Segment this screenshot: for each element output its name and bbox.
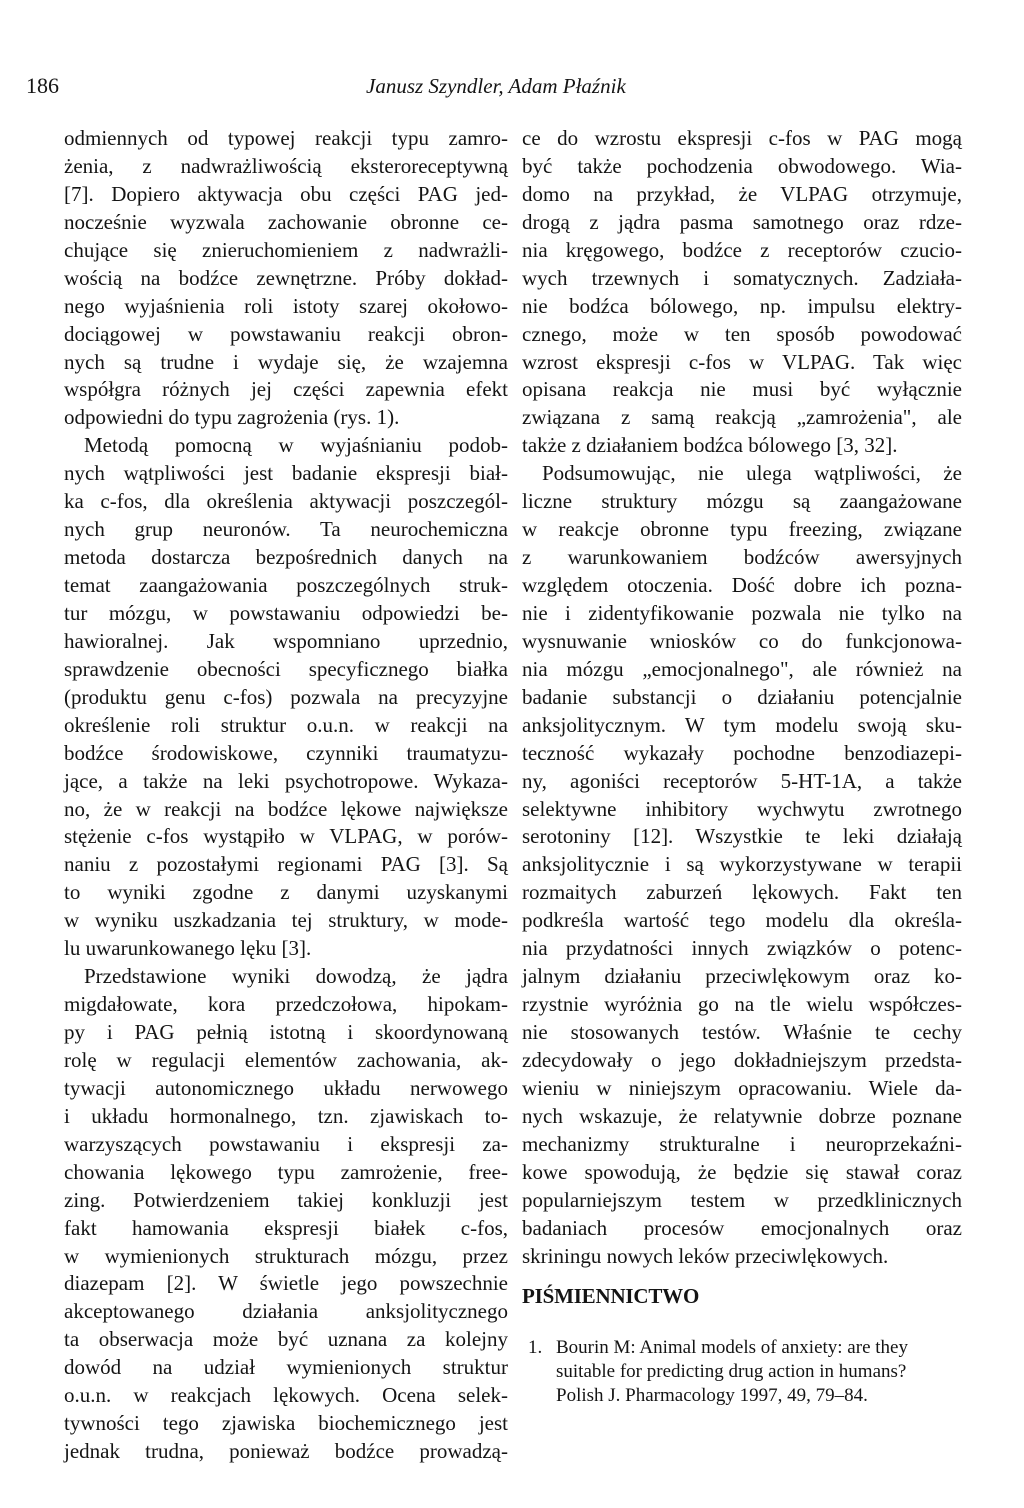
text-line: domo na przykład, że VLPAG otrzymuje, (522, 181, 962, 206)
text-line: względem otoczenia. Dość dobre ich pozna- (522, 573, 962, 597)
text-line: jednak trudna, ponieważ bodźce prowadzą- (64, 1439, 508, 1464)
text-line: odmiennych od typowej reakcji typu zamro- (64, 126, 508, 150)
text-line: ce do wzrostu ekspresji c-fos w PAG mogą (522, 126, 962, 150)
text-line: rolę w regulacji elementów zachowania, ak- (64, 1047, 508, 1072)
text-line: bodźce środowiskowe, czynniki traumatyzu- (64, 740, 508, 765)
text-line: podkreśla wartość tego modelu dla określa- (522, 908, 962, 933)
text-line: o.u.n. w reakcjach lękowych. Ocena selek- (64, 1383, 508, 1408)
text-line: to wyniki zgodne z danymi uzyskanymi (64, 880, 508, 905)
text-line: wieniu w niniejszym opracowaniu. Wiele da- (522, 1075, 962, 1100)
text-line: tywacji autonomicznego układu nerwowego (64, 1075, 508, 1100)
text-line: temat zaangażowania poszczególnych struk- (64, 573, 508, 597)
text-line: akceptowanego działania anksjolitycznego (64, 1299, 508, 1324)
text-line: ta obserwacja może być uznana za kolejny (64, 1327, 508, 1352)
text-line: rzystnie wyróżnia go na tle wielu współczes- (522, 992, 962, 1017)
text-line: z warunkowaniem bodźców awersyjnych (522, 545, 962, 570)
text-line: [7]. Dopiero aktywacja obu części PAG jed- (64, 181, 508, 206)
text-line: stężenie c-fos wystąpiło w VLPAG, w porów- (64, 824, 508, 849)
text-line: nych wątpliwości jest badanie ekspresji biał- (64, 461, 508, 486)
text-line: rozmaitych zaburzeń lękowych. Fakt ten (522, 880, 962, 905)
text-line: nie stosowanych testów. Właśnie te cechy (522, 1020, 962, 1044)
text-line: lu uwarunkowanego lęku [3]. (64, 936, 312, 961)
text-line: ka c-fos, dla określenia aktywacji poszczegól- (64, 489, 508, 514)
text-line: nych wskazuje, że relatywnie dobrze poznane (522, 1103, 962, 1128)
references-title: PIŚMIENNICTWO (522, 1284, 700, 1308)
text-line: i układu hormonalnego, tzn. zjawiskach to- (64, 1103, 508, 1128)
reference-line: Polish J. Pharmacology 1997, 49, 79–84. (556, 1385, 868, 1406)
reference-line: Bourin M: Animal models of anxiety: are they (556, 1337, 908, 1358)
text-line: określenie roli struktur o.u.n. w reakcji na (64, 712, 508, 737)
text-line: związana z samą reakcją „zamrożenia", ale (522, 405, 962, 430)
text-line: Przedstawione wyniki dowodzą, że jądra (84, 964, 508, 989)
text-line: wością na bodźce zewnętrzne. Próby dokład- (64, 265, 508, 290)
text-line: nia mózgu „emocjonalnego", ale również na (522, 656, 962, 681)
text-line: tur mózgu, w powstawaniu odpowiedzi be- (64, 600, 508, 625)
text-line: selektywne inhibitory wychwytu zwrotnego (522, 796, 962, 821)
text-line: kowe spowodują, że będzie się stawał coraz (522, 1159, 962, 1184)
text-line: wzrost ekspresji c-fos w VLPAG. Tak więc (522, 349, 962, 374)
text-line: mechanizmy strukturalne i neuroprzekaźni- (522, 1131, 962, 1156)
text-line: badanie substancji o działaniu potencjalnie (522, 684, 962, 709)
text-line: drogą z jądra pasma samotnego oraz rdze- (522, 209, 962, 234)
text-line: badaniach procesów emocjonalnych oraz (522, 1215, 962, 1240)
text-line: no, że w reakcji na bodźce lękowe największe (64, 796, 508, 821)
text-line: anksjolitycznym. W tym modelu swoją sku- (522, 712, 962, 737)
text-line: nych są trudne i wydaje się, że wzajemna (64, 349, 508, 374)
reference-number: 1. (528, 1337, 543, 1358)
text-line: w reakcje obronne typu freezing, związane (522, 517, 962, 542)
text-line: nego wyjaśnienia roli istoty szarej okołowo- (64, 293, 508, 318)
reference-item (528, 1336, 968, 1408)
text-line: teczność wykazały pochodne benzodiazepi- (522, 740, 962, 765)
page-number: 186 (26, 73, 59, 98)
text-line: serotoniny [12]. Wszystkie te leki działają (522, 824, 962, 849)
text-line: migdałowate, kora przedczołowa, hipokam- (64, 992, 508, 1017)
text-line: metoda dostarcza bezpośrednich danych na (64, 545, 508, 570)
reference-line: suitable for predicting drug action in humans? (556, 1361, 907, 1382)
text-line: jące, a także na leki psychotropowe. Wykaza- (64, 768, 508, 793)
text-line: ny, agoniści receptorów 5-HT-1A, a także (522, 768, 962, 793)
text-line: nie i zidentyfikowanie pozwala nie tylko na (522, 600, 962, 625)
text-line: w wymienionych strukturach mózgu, przez (64, 1243, 508, 1268)
text-line: (produktu genu c-fos) pozwala na precyzyjne (64, 684, 508, 709)
text-line: zdecydowały o jego dokładniejszym przedsta- (522, 1047, 962, 1072)
text-line: żenia, z nadwrażliwością eksteroreceptywną (64, 153, 508, 178)
text-line: wych trzewnych i somatycznych. Zadziała- (522, 265, 962, 290)
text-line: liczne struktury mózgu są zaangażowane (522, 489, 962, 514)
text-line: naniu z pozostałymi regionami PAG [3]. Są (64, 852, 508, 877)
text-line: hawioralnej. Jak wspomniano uprzednio, (64, 628, 508, 653)
text-line: diazepam [2]. W świetle jego powszechnie (64, 1271, 508, 1296)
text-line: wysnuwanie wniosków co do funkcjonowa- (522, 628, 962, 653)
text-line: dowód na udział wymienionych struktur (64, 1355, 508, 1380)
left-column (64, 125, 508, 1466)
text-line: nych grup neuronów. Ta neurochemiczna (64, 517, 508, 542)
text-line: w wyniku uszkadzania tej struktury, w mode- (64, 908, 508, 933)
text-line: opisana reakcja nie musi być wyłącznie (522, 377, 962, 402)
text-line: dociągowej w powstawaniu reakcji obron- (64, 321, 508, 346)
text-line: warzyszących powstawaniu i ekspresji za- (64, 1131, 508, 1156)
text-line: także z działaniem bodźca bólowego [3, 32]. (522, 433, 898, 458)
text-line: nocześnie wyzwala zachowanie obronne ce- (64, 209, 508, 234)
right-column (522, 125, 962, 1270)
references-list (528, 1336, 968, 1408)
text-line: fakt hamowania ekspresji białek c-fos, (64, 1215, 508, 1240)
running-head: Janusz Szyndler, Adam Płaźnik (366, 74, 626, 98)
text-line: popularniejszym testem w przedklinicznych (522, 1187, 962, 1212)
text-line: chujące się znieruchomieniem z nadwrażli- (64, 237, 508, 262)
text-line: współgra różnych jej części zapewnia efekt (64, 377, 508, 402)
text-line: Metodą pomocną w wyjaśnianiu podob- (84, 433, 508, 458)
text-line: anksjolitycznie i są wykorzystywane w terapii (522, 852, 962, 877)
text-line: Podsumowując, nie ulega wątpliwości, że (542, 461, 962, 486)
text-line: nia przydatności innych związków o potenc- (522, 936, 962, 961)
text-line: skriningu nowych leków przeciwlękowych. (522, 1243, 889, 1268)
text-line: odpowiedni do typu zagrożenia (rys. 1). (64, 405, 400, 430)
text-line: nie bodźca bólowego, np. impulsu elektry- (522, 293, 962, 318)
text-line: być także pochodzenia obwodowego. Wia- (522, 153, 962, 178)
text-line: sprawdzenie obecności specyficznego białka (64, 656, 508, 681)
text-line: chowania lękowego typu zamrożenie, free- (64, 1159, 508, 1184)
text-line: jalnym działaniu przeciwlękowym oraz ko- (522, 964, 962, 989)
text-line: cznego, może w ten sposób powodować (522, 321, 962, 346)
text-line: zing. Potwierdzeniem takiej konkluzji jest (64, 1187, 508, 1212)
text-line: nia kręgowego, bodźce z receptorów czucio- (522, 237, 962, 262)
text-line: tywności tego zjawiska biochemicznego jest (64, 1411, 508, 1436)
text-line: py i PAG pełnią istotną i skoordynowaną (64, 1020, 508, 1044)
